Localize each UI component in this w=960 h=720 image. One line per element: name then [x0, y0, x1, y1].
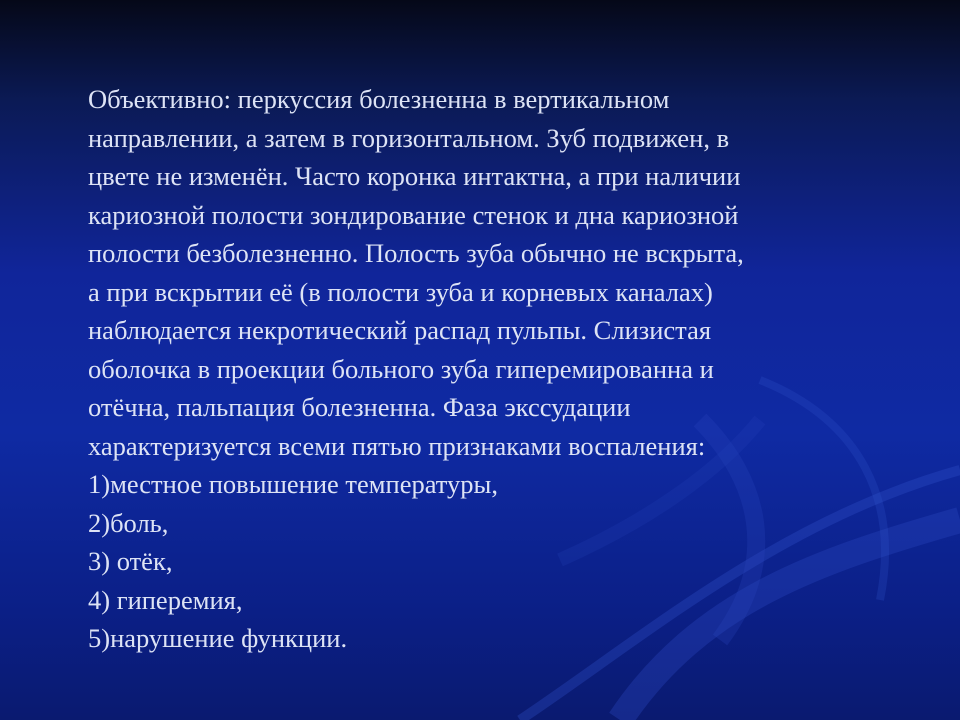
- paragraph-line: характеризуется всеми пятью признаками воспаления:: [88, 430, 706, 461]
- paragraph-line: Объективно: перкуссия болезненна в вертикальном: [88, 84, 670, 114]
- paragraph-line: отёчна, пальпация болезненна. Фаза экссудации: [88, 392, 631, 422]
- paragraph-line: а при вскрытии её (в полости зуба и корневых каналах): [88, 276, 713, 307]
- paragraph-line: кариозной полости зондирование стенок и дна кариозной: [88, 199, 739, 230]
- paragraph-line: направлении, а затем в горизонтальном. Зуб подвижен, в: [88, 122, 730, 153]
- list-item: 1)местное повышение температуры,: [88, 469, 498, 499]
- list-item: 2)боль,: [88, 507, 169, 538]
- paragraph-line: цвете не изменён. Часто коронка интактна, а при наличии: [88, 161, 741, 191]
- list-item: 5)нарушение функции.: [88, 623, 348, 653]
- paragraph-line: наблюдается некротический распад пульпы. Слизистая: [88, 315, 712, 345]
- list-item: 4) гиперемия,: [88, 584, 243, 615]
- list-item: 3) отёк,: [88, 546, 173, 576]
- paragraph-line: оболочка в проекции больного зуба гиперемированна и: [88, 353, 714, 384]
- slide-body-text: [88, 80, 878, 658]
- paragraph-line: полости безболезненно. Полость зуба обычно не вскрыта,: [88, 238, 744, 268]
